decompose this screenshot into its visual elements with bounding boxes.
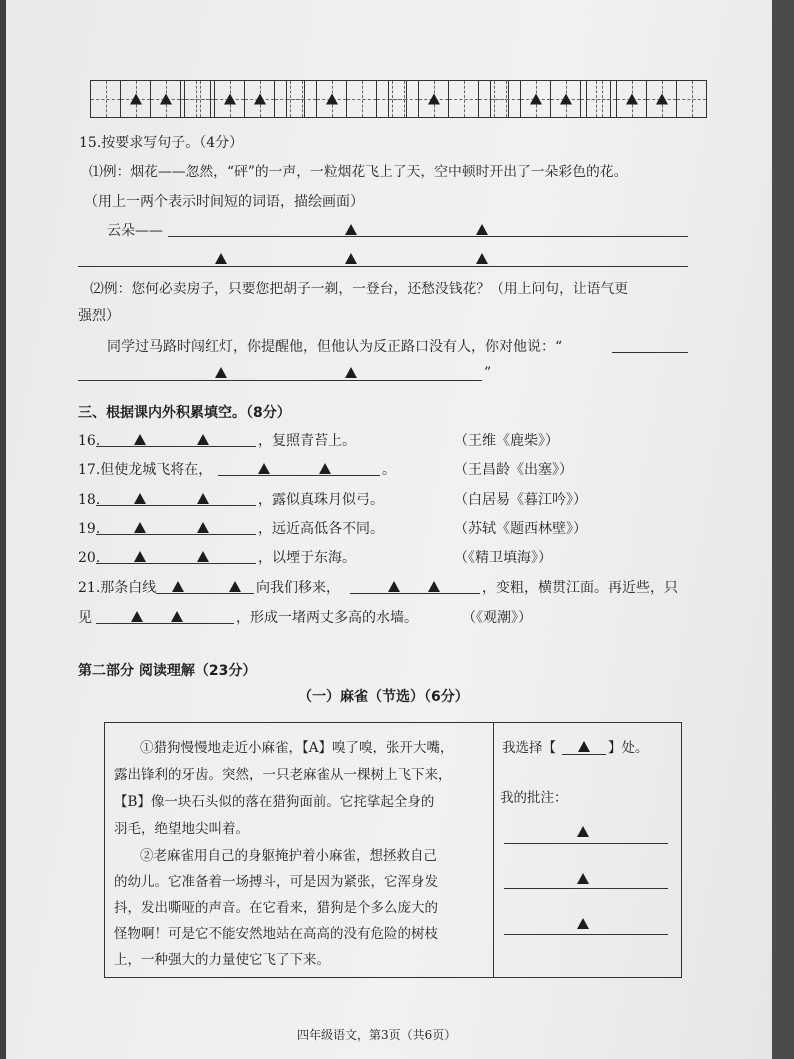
answer-line[interactable]: [96, 505, 256, 506]
choice-label: 我选择【: [502, 740, 556, 756]
passage-line: 的幼儿。它准备着一场搏斗，可是因为紧张，它浑身发: [114, 874, 438, 890]
answer-marker: [172, 581, 184, 592]
q15-instruction-1: （用上一两个表示时间短的词语，描绘画面）: [84, 194, 364, 210]
answer-marker: [171, 611, 183, 622]
answer-marker: [258, 463, 270, 474]
answer-marker: [197, 493, 209, 504]
q17-source: （王昌龄《出塞》）: [454, 462, 573, 478]
passage-title: （一）麻雀（节选）（6分）: [298, 689, 469, 705]
answer-marker: [134, 551, 146, 562]
q15-prompt: 云朵——: [107, 223, 163, 239]
q21-start: 21.那条白线: [78, 580, 157, 596]
annotation-line[interactable]: [504, 888, 668, 889]
q18-text: ，露似真珠月似弓。: [258, 492, 384, 508]
q21-mid: 向我们移来，: [256, 580, 340, 596]
passage-line: ②老麻雀用自己的身躯掩护着小麻雀，想拯救自己: [140, 848, 437, 864]
answer-marker: [560, 94, 572, 105]
writing-grid-6: [586, 80, 707, 118]
answer-marker: [428, 94, 440, 105]
q20-number: 20.: [78, 550, 101, 566]
q15-task: 同学过马路时闯红灯，你提醒他，但他认为反正路口没有人，你对他说：“: [107, 339, 563, 355]
answer-marker: [530, 94, 542, 105]
answer-marker: [319, 463, 331, 474]
answer-marker: [224, 94, 236, 105]
answer-marker: [215, 253, 227, 264]
q15-title: 15.按要求写句子。（4分）: [79, 135, 244, 151]
q15-example-1: ⑴例：烟花——忽然，“砰”的一声，一粒烟花飞上了天，空中顿时开出了一朵彩色的花。: [89, 164, 628, 180]
q15-example-2-cont: 强烈）: [78, 308, 120, 324]
answer-line[interactable]: [96, 623, 234, 624]
q21-end: ，形成一堵两丈多高的水墙。: [236, 610, 418, 626]
answer-marker: [577, 918, 589, 929]
answer-marker: [215, 367, 227, 378]
answer-marker: [577, 873, 589, 884]
answer-line[interactable]: [350, 593, 480, 594]
answer-marker: [197, 522, 209, 533]
q19-text: ，远近高低各不同。: [258, 521, 384, 537]
answer-marker: [428, 581, 440, 592]
q17-text: 17.但使龙城飞将在，: [78, 462, 213, 478]
q21-cont: ，变粗，横贯江面。再近些，只: [482, 580, 678, 596]
choice-blank[interactable]: [562, 754, 606, 755]
q16-number: 16.: [78, 433, 101, 449]
answer-line[interactable]: [96, 534, 256, 535]
answer-line[interactable]: [78, 266, 688, 267]
answer-marker: [254, 94, 266, 105]
answer-line[interactable]: [78, 380, 482, 381]
answer-line[interactable]: [96, 563, 256, 564]
answer-marker: [197, 434, 209, 445]
photo-edge-right: [772, 0, 794, 1059]
q18-source: （白居易《暮江吟》）: [454, 492, 587, 508]
answer-marker: [326, 94, 338, 105]
q16-text: ，复照青苔上。: [258, 433, 356, 449]
answer-line[interactable]: [168, 236, 688, 237]
passage-line: 怪物啊！可是它不能安然地站在高高的没有危险的树枝: [114, 926, 438, 942]
answer-marker: [160, 94, 172, 105]
passage-line: 【B】像一块石头似的落在猎狗面前。它挓挲起全身的: [114, 794, 435, 810]
annotation-line[interactable]: [504, 843, 668, 844]
section-3-title: 三、根据课内外积累填空。（8分）: [78, 405, 291, 421]
answer-marker: [577, 826, 589, 837]
annotation-label: 我的批注：: [500, 790, 568, 806]
q20-source: （《精卫填海》）: [454, 550, 552, 566]
passage-line: 抖，发出嘶哑的声音。在它看来，猎狗是个多么庞大的: [114, 900, 438, 916]
q17-tail: 。: [382, 462, 396, 478]
answer-marker: [345, 224, 357, 235]
answer-marker: [388, 581, 400, 592]
answer-marker: [476, 224, 488, 235]
answer-line[interactable]: [218, 475, 380, 476]
q21-source: （《观潮》）: [462, 610, 532, 626]
answer-marker: [229, 581, 241, 592]
page-footer: 四年级语文，第3页（共6页）: [297, 1028, 457, 1042]
answer-marker: [626, 94, 638, 105]
q19-source: （苏轼《题西林壁》）: [454, 521, 587, 537]
answer-marker: [130, 94, 142, 105]
passage-line: 露出锋利的牙齿。突然，一只老麻雀从一棵树上飞下来，: [114, 767, 452, 783]
q20-text: ，以堙于东海。: [258, 550, 356, 566]
closing-quote: ”: [484, 365, 492, 381]
answer-marker: [476, 253, 488, 264]
q16-source: （王维《鹿柴》）: [454, 433, 559, 449]
passage-line: ①猎狗慢慢地走近小麻雀，【A】嗅了嗅，张开大嘴，: [140, 740, 454, 756]
answer-marker: [134, 522, 146, 533]
passage-line: 羽毛，绝望地尖叫着。: [114, 821, 249, 837]
answer-marker: [131, 611, 143, 622]
answer-line[interactable]: [612, 352, 688, 353]
exam-page: [6, 0, 772, 1059]
answer-marker: [656, 94, 668, 105]
answer-marker: [578, 741, 590, 752]
q18-number: 18.: [78, 492, 101, 508]
passage-line: 上，一种强大的力量使它飞了下来。: [114, 952, 330, 968]
choice-label-end: 】处。: [608, 740, 649, 756]
q21-see: 见: [78, 610, 92, 626]
q15-example-2: ⑵例：您何必卖房子，只要您把胡子一剃，一登台，还愁没钱花？（用上问句，让语气更: [90, 281, 629, 297]
answer-marker: [345, 367, 357, 378]
answer-marker: [134, 434, 146, 445]
answer-line[interactable]: [96, 446, 256, 447]
answer-marker: [134, 493, 146, 504]
q19-number: 19.: [78, 521, 101, 537]
answer-marker: [345, 253, 357, 264]
part-2-title: 第二部分 阅读理解（23分）: [78, 663, 257, 679]
box-divider: [493, 722, 494, 978]
answer-line[interactable]: [156, 593, 254, 594]
answer-marker: [197, 551, 209, 562]
annotation-line[interactable]: [504, 934, 668, 935]
